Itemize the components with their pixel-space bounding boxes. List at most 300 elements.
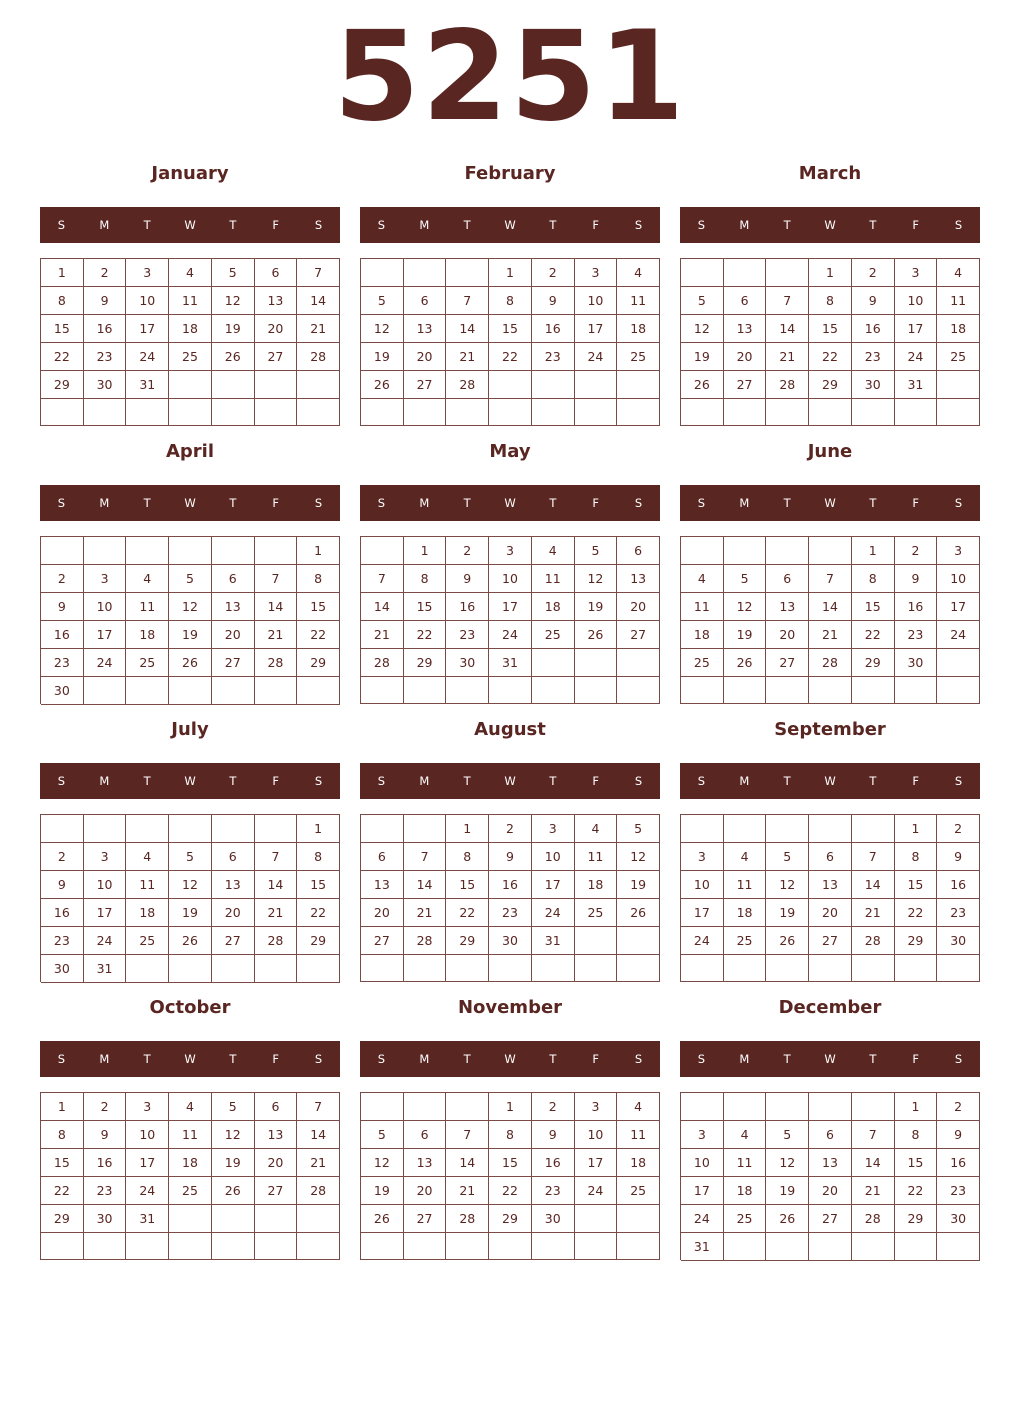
weekday-label: T [143,1052,151,1066]
weekday-label: F [912,774,920,788]
empty-cell [575,371,618,399]
day-grid [40,1092,340,1260]
empty-cell [724,259,767,287]
day-cell: 8 [404,565,447,593]
weekday-header [40,1041,340,1077]
weekday-label: T [463,1052,471,1066]
day-cell: 7 [297,1093,340,1121]
day-cell: 5 [169,843,212,871]
day-cell: 16 [532,1149,575,1177]
empty-cell [809,399,852,426]
weekday-label: S [954,218,963,232]
weekday-label: M [99,1052,110,1066]
weekday-header [680,1041,980,1077]
day-cell: 19 [212,1149,255,1177]
day-cell: 9 [852,287,895,315]
day-cell: 17 [681,899,724,927]
day-cell: 15 [297,593,340,621]
month-july [40,718,340,988]
day-cell: 14 [446,315,489,343]
day-cell: 3 [895,259,938,287]
day-cell: 23 [937,899,980,927]
empty-cell [766,399,809,426]
day-cell: 18 [575,871,618,899]
empty-cell [937,371,980,399]
month-name: November [457,997,563,1018]
day-cell: 17 [575,1149,618,1177]
day-cell: 26 [212,1177,255,1205]
day-cell: 29 [41,1205,84,1233]
day-cell: 4 [532,537,575,565]
day-cell: 10 [84,593,127,621]
empty-cell [681,259,724,287]
empty-cell [575,1233,618,1260]
weekday-label: T [463,774,471,788]
weekday-label: S [697,496,706,510]
day-cell: 25 [724,927,767,955]
day-cell: 20 [212,899,255,927]
day-cell: 21 [809,621,852,649]
day-cell: 18 [724,1177,767,1205]
day-cell: 24 [681,1205,724,1233]
weekday-header [680,207,980,243]
day-cell: 18 [532,593,575,621]
day-cell: 30 [532,1205,575,1233]
day-cell: 8 [297,843,340,871]
month-april [40,440,340,710]
day-cell: 18 [617,315,660,343]
weekday-label: T [549,218,557,232]
weekday-label: T [783,1052,791,1066]
empty-cell [404,815,447,843]
empty-cell [361,1233,404,1260]
empty-cell [84,399,127,426]
month-name: October [149,997,231,1018]
day-cell: 14 [297,287,340,315]
empty-cell [937,649,980,677]
day-cell: 23 [489,899,532,927]
empty-cell [852,815,895,843]
weekday-label: S [634,218,643,232]
empty-cell [361,537,404,565]
day-cell: 16 [41,899,84,927]
month-name: March [798,163,862,184]
day-cell: 15 [489,315,532,343]
day-cell: 21 [361,621,404,649]
day-cell: 8 [41,1121,84,1149]
day-cell: 5 [361,287,404,315]
empty-cell [681,815,724,843]
weekday-label: F [272,1052,280,1066]
weekday-label: M [99,496,110,510]
day-cell: 24 [575,343,618,371]
day-cell: 10 [126,287,169,315]
empty-cell [895,677,938,704]
day-cell: 11 [617,1121,660,1149]
weekday-label: T [229,218,237,232]
day-cell: 13 [766,593,809,621]
day-cell: 26 [766,1205,809,1233]
day-cell: 5 [766,1121,809,1149]
empty-cell [41,537,84,565]
empty-cell [617,1233,660,1260]
month-name: January [151,163,229,184]
day-cell: 13 [255,287,298,315]
day-cell: 18 [126,621,169,649]
weekday-label: T [143,774,151,788]
day-cell: 22 [489,1177,532,1205]
weekday-label: W [184,218,196,232]
day-cell: 29 [489,1205,532,1233]
weekday-label: S [697,774,706,788]
day-cell: 26 [724,649,767,677]
day-cell: 28 [361,649,404,677]
day-cell: 3 [84,565,127,593]
day-cell: 13 [404,315,447,343]
empty-cell [255,815,298,843]
day-cell: 5 [724,565,767,593]
empty-cell [126,399,169,426]
day-cell: 10 [84,871,127,899]
weekday-label: T [549,774,557,788]
weekday-label: T [869,218,877,232]
day-cell: 5 [681,287,724,315]
day-cell: 5 [617,815,660,843]
day-cell: 17 [126,315,169,343]
day-cell: 11 [126,593,169,621]
weekday-label: M [419,218,430,232]
day-cell: 24 [937,621,980,649]
day-cell: 24 [489,621,532,649]
day-cell: 12 [169,871,212,899]
weekday-label: W [824,218,836,232]
day-cell: 27 [766,649,809,677]
day-cell: 2 [84,259,127,287]
empty-cell [169,537,212,565]
empty-cell [255,399,298,426]
day-cell: 3 [575,1093,618,1121]
empty-cell [169,1233,212,1260]
day-cell: 13 [404,1149,447,1177]
day-cell: 23 [84,343,127,371]
day-grid [680,1092,980,1260]
weekday-label: W [184,1052,196,1066]
day-cell: 7 [297,259,340,287]
day-cell: 20 [724,343,767,371]
empty-cell [489,399,532,426]
day-cell: 10 [532,843,575,871]
day-cell: 10 [681,1149,724,1177]
weekday-label: S [954,496,963,510]
empty-cell [41,399,84,426]
day-cell: 23 [852,343,895,371]
day-grid [40,814,340,982]
month-name: June [807,441,853,462]
empty-cell [852,677,895,704]
weekday-label: S [57,496,66,510]
day-cell: 10 [937,565,980,593]
empty-cell [212,1233,255,1260]
empty-cell [255,1205,298,1233]
empty-cell [489,1233,532,1260]
day-cell: 13 [212,871,255,899]
empty-cell [766,815,809,843]
day-cell: 25 [724,1205,767,1233]
empty-cell [126,815,169,843]
month-name: April [165,441,215,462]
empty-cell [617,371,660,399]
day-cell: 9 [489,843,532,871]
weekday-label: F [912,218,920,232]
day-cell: 3 [937,537,980,565]
empty-cell [84,677,127,705]
weekday-header [40,207,340,243]
empty-cell [446,1233,489,1260]
empty-cell [766,955,809,982]
day-cell: 1 [895,1093,938,1121]
weekday-label: W [824,496,836,510]
day-cell: 23 [532,1177,575,1205]
day-cell: 15 [41,315,84,343]
empty-cell [575,649,618,677]
day-cell: 30 [489,927,532,955]
empty-cell [126,955,169,983]
empty-cell [724,677,767,704]
day-cell: 15 [809,315,852,343]
empty-cell [532,677,575,704]
empty-cell [255,371,298,399]
weekday-label: M [739,218,750,232]
weekday-label: S [634,1052,643,1066]
empty-cell [489,371,532,399]
day-cell: 21 [852,899,895,927]
weekday-header [40,763,340,799]
day-cell: 23 [532,343,575,371]
empty-cell [575,955,618,982]
day-cell: 22 [297,621,340,649]
empty-cell [852,1093,895,1121]
day-cell: 30 [84,371,127,399]
empty-cell [724,955,767,982]
day-cell: 20 [404,343,447,371]
day-cell: 21 [404,899,447,927]
empty-cell [126,537,169,565]
empty-cell [255,537,298,565]
day-cell: 15 [895,1149,938,1177]
weekday-label: S [377,496,386,510]
day-cell: 9 [41,871,84,899]
day-cell: 17 [84,899,127,927]
day-cell: 9 [937,1121,980,1149]
day-cell: 15 [489,1149,532,1177]
day-cell: 22 [895,1177,938,1205]
empty-cell [681,537,724,565]
day-cell: 20 [766,621,809,649]
day-cell: 22 [895,899,938,927]
day-cell: 7 [852,843,895,871]
day-cell: 20 [212,621,255,649]
day-cell: 11 [724,1149,767,1177]
day-cell: 28 [446,1205,489,1233]
day-cell: 1 [41,1093,84,1121]
empty-cell [617,399,660,426]
weekday-label: T [143,496,151,510]
weekday-label: S [314,218,323,232]
day-cell: 12 [212,287,255,315]
day-cell: 1 [297,815,340,843]
day-cell: 3 [489,537,532,565]
day-cell: 25 [681,649,724,677]
day-cell: 4 [575,815,618,843]
empty-cell [169,677,212,705]
day-cell: 28 [809,649,852,677]
weekday-label: S [954,774,963,788]
empty-cell [937,677,980,704]
day-cell: 29 [809,371,852,399]
empty-cell [297,677,340,705]
day-cell: 11 [937,287,980,315]
day-cell: 9 [895,565,938,593]
day-cell: 1 [446,815,489,843]
day-cell: 21 [446,343,489,371]
day-cell: 4 [681,565,724,593]
empty-cell [617,1205,660,1233]
day-cell: 3 [681,843,724,871]
day-cell: 8 [41,287,84,315]
day-cell: 16 [489,871,532,899]
day-cell: 11 [126,871,169,899]
day-cell: 12 [766,871,809,899]
day-cell: 18 [126,899,169,927]
day-cell: 22 [297,899,340,927]
day-cell: 21 [255,899,298,927]
day-cell: 19 [575,593,618,621]
empty-cell [489,955,532,982]
day-cell: 17 [532,871,575,899]
day-cell: 28 [404,927,447,955]
day-cell: 24 [681,927,724,955]
empty-cell [852,399,895,426]
day-cell: 6 [404,1121,447,1149]
day-cell: 4 [724,1121,767,1149]
day-cell: 20 [255,1149,298,1177]
day-cell: 19 [361,343,404,371]
day-cell: 26 [169,927,212,955]
day-cell: 31 [681,1233,724,1261]
weekday-header [360,207,660,243]
day-cell: 21 [297,1149,340,1177]
weekday-header [40,485,340,521]
empty-cell [575,677,618,704]
day-cell: 16 [895,593,938,621]
day-cell: 1 [489,1093,532,1121]
day-cell: 6 [212,843,255,871]
day-cell: 21 [852,1177,895,1205]
weekday-label: F [592,1052,600,1066]
day-cell: 25 [169,1177,212,1205]
weekday-label: S [314,1052,323,1066]
empty-cell [809,1233,852,1261]
empty-cell [361,259,404,287]
empty-cell [297,371,340,399]
day-cell: 19 [681,343,724,371]
empty-cell [212,399,255,426]
empty-cell [41,1233,84,1260]
day-cell: 27 [212,649,255,677]
day-cell: 17 [126,1149,169,1177]
day-cell: 2 [489,815,532,843]
day-cell: 22 [489,343,532,371]
day-cell: 19 [766,899,809,927]
day-cell: 1 [852,537,895,565]
weekday-label: T [869,774,877,788]
day-cell: 14 [852,871,895,899]
day-cell: 4 [126,843,169,871]
weekday-label: T [549,1052,557,1066]
empty-cell [532,371,575,399]
empty-cell [212,815,255,843]
day-cell: 23 [41,927,84,955]
day-cell: 2 [532,1093,575,1121]
day-cell: 22 [809,343,852,371]
day-cell: 15 [852,593,895,621]
empty-cell [852,1233,895,1261]
empty-cell [766,677,809,704]
day-cell: 25 [532,621,575,649]
day-cell: 26 [361,1205,404,1233]
weekday-label: F [272,496,280,510]
weekday-label: T [463,496,471,510]
empty-cell [446,399,489,426]
empty-cell [617,927,660,955]
weekday-label: F [592,218,600,232]
empty-cell [532,399,575,426]
weekday-label: M [419,774,430,788]
empty-cell [766,1093,809,1121]
empty-cell [532,649,575,677]
day-cell: 24 [575,1177,618,1205]
day-cell: 23 [84,1177,127,1205]
day-cell: 12 [361,1149,404,1177]
day-grid [360,1092,660,1260]
weekday-label: W [504,218,516,232]
empty-cell [297,1205,340,1233]
empty-cell [724,537,767,565]
day-cell: 11 [169,1121,212,1149]
day-cell: 19 [169,899,212,927]
month-name: July [171,719,209,740]
day-cell: 31 [532,927,575,955]
empty-cell [297,399,340,426]
day-cell: 13 [809,871,852,899]
empty-cell [255,677,298,705]
empty-cell [169,815,212,843]
empty-cell [404,955,447,982]
day-cell: 23 [41,649,84,677]
month-name: August [474,719,546,740]
month-march [680,162,980,432]
day-cell: 5 [766,843,809,871]
day-cell: 30 [895,649,938,677]
day-cell: 14 [361,593,404,621]
day-cell: 4 [617,259,660,287]
empty-cell [617,677,660,704]
day-cell: 7 [255,843,298,871]
weekday-label: T [783,218,791,232]
day-cell: 12 [575,565,618,593]
day-cell: 17 [489,593,532,621]
day-cell: 29 [297,649,340,677]
